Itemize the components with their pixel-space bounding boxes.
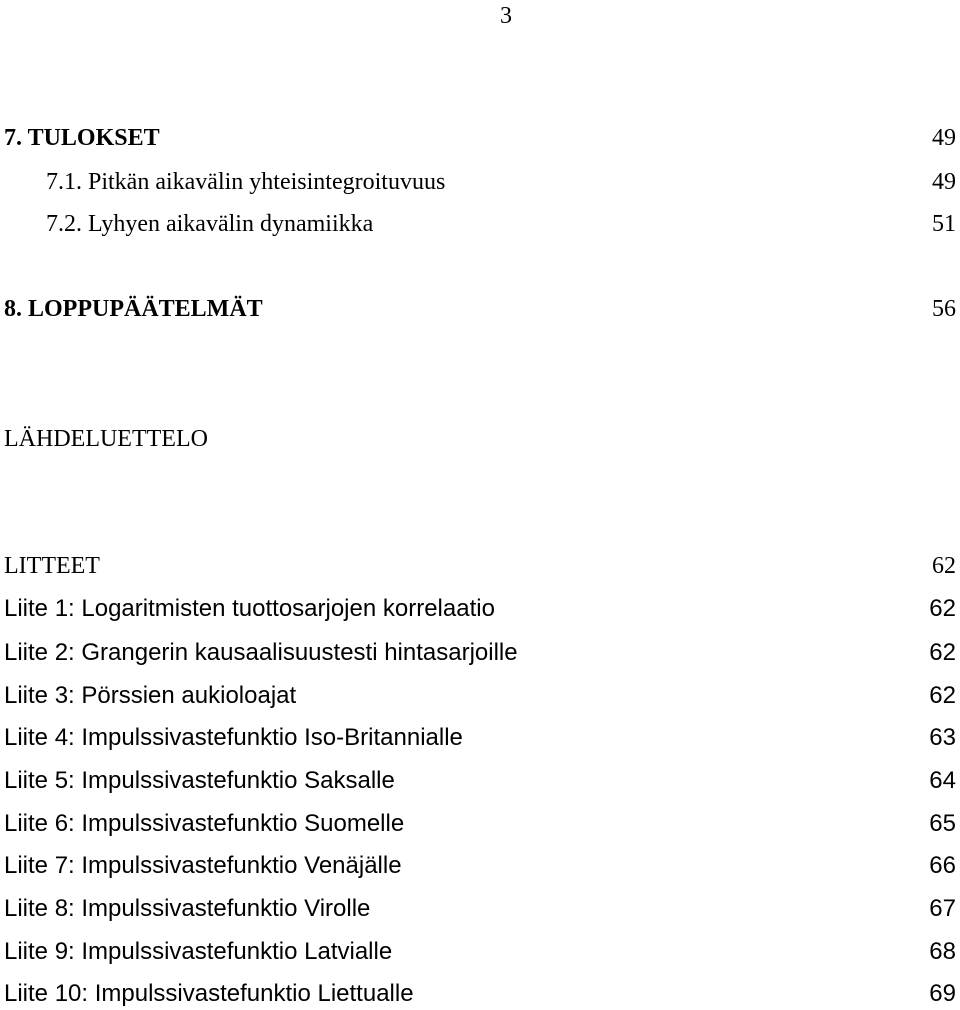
toc-entry-page: 62 xyxy=(929,595,956,622)
toc-entry-title: Liite 2: Grangerin kausaalisuustesti hintasarjoille xyxy=(4,639,518,666)
toc-entry-page: 56 xyxy=(932,296,956,322)
toc-entry-litteet[interactable] xyxy=(0,551,956,581)
toc-entry-liite-8[interactable] xyxy=(0,894,956,924)
page-number: 3 xyxy=(500,3,512,29)
toc-entry-liite-1[interactable] xyxy=(0,594,956,624)
toc-entry-title: Liite 5: Impulssivastefunktio Saksalle xyxy=(4,767,395,794)
toc-entry-title: Liite 6: Impulssivastefunktio Suomelle xyxy=(4,810,405,837)
toc-entry-lyhyen-aikavalin[interactable] xyxy=(0,209,956,239)
toc-entry-page: 62 xyxy=(929,639,956,666)
toc-entry-page: 49 xyxy=(932,125,956,151)
toc-entry-liite-6[interactable] xyxy=(0,809,956,839)
toc-entry-liite-10[interactable] xyxy=(0,979,956,1009)
toc-entry-page: 68 xyxy=(929,938,956,965)
toc-entry-page: 69 xyxy=(929,980,956,1007)
toc-entry-title: Liite 4: Impulssivastefunktio Iso-Britannialle xyxy=(4,724,463,751)
toc-entry-page: 64 xyxy=(929,767,956,794)
toc-entry-liite-5[interactable] xyxy=(0,766,956,796)
toc-entry-title: Liite 3: Pörssien aukioloajat xyxy=(4,682,297,709)
toc-entry-title: Liite 1: Logaritmisten tuottosarjojen korrelaatio xyxy=(4,595,495,622)
toc-entry-title: Liite 9: Impulssivastefunktio Latvialle xyxy=(4,938,393,965)
toc-entry-page: 49 xyxy=(932,169,956,195)
toc-entry-lahdeluettelo[interactable] xyxy=(0,424,956,454)
toc-entry-page: 62 xyxy=(932,553,956,579)
toc-entry-page: 66 xyxy=(929,852,956,879)
toc-entry-liite-4[interactable] xyxy=(0,723,956,753)
toc-entry-page: 65 xyxy=(929,810,956,837)
toc-entry-page: 63 xyxy=(929,724,956,751)
toc-entry-loppupaatelmat[interactable] xyxy=(0,294,956,324)
toc-entry-title: 7.2. Lyhyen aikavälin dynamiikka xyxy=(46,211,374,237)
toc-entry-liite-2[interactable] xyxy=(0,638,956,668)
toc-entry-title: Liite 10: Impulssivastefunktio Liettualle xyxy=(4,980,414,1007)
toc-entry-pitkan-aikavalin[interactable] xyxy=(0,167,956,197)
toc-entry-title: 7.1. Pitkän aikavälin yhteisintegroituvuus xyxy=(46,169,446,195)
toc-entry-title: LITTEET xyxy=(4,553,100,579)
toc-entry-title: 8. LOPPUPÄÄTELMÄT xyxy=(4,296,263,322)
toc-entry-title: LÄHDELUETTELO xyxy=(4,426,208,452)
toc-entry-page: 51 xyxy=(932,211,956,237)
toc-entry-title: Liite 7: Impulssivastefunktio Venäjälle xyxy=(4,852,402,879)
toc-entry-liite-7[interactable] xyxy=(0,851,956,881)
toc-entry-page: 62 xyxy=(929,682,956,709)
toc-entry-tulokset[interactable] xyxy=(0,123,956,153)
toc-entry-page: 67 xyxy=(929,895,956,922)
toc-entry-title: Liite 8: Impulssivastefunktio Virolle xyxy=(4,895,371,922)
toc-entry-title: 7. TULOKSET xyxy=(4,125,160,151)
toc-entry-liite-9[interactable] xyxy=(0,937,956,967)
toc-entry-liite-3[interactable] xyxy=(0,681,956,711)
